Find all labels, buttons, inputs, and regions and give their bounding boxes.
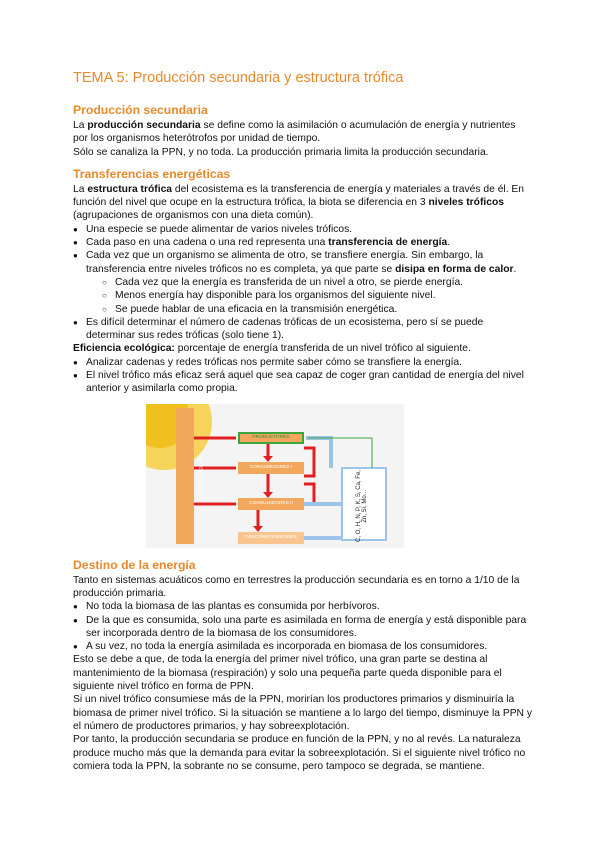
list-item: ● Una especie se puede alimentar de varios niveles tróficos.: [73, 223, 533, 236]
list-item: ● Cada vez que un organismo se alimenta de otro, se transfiere energía. Sin embargo, la transferencia entre niveles tróficos no es completa, ya que parte se disipa en forma de calor. ○ Cada vez que la energía es transferida de un nivel a otro, se pierde energía. ○ Menos energía hay disponible para los organismos del siguiente nivel. ○ Se puede hablar de una eficacia en la transmisión energética.: [73, 249, 533, 315]
sub-list-item: ○ Cada vez que la energía es transferida de un nivel a otro, se pierde energía.: [73, 276, 533, 289]
paragraph: Tanto en sistemas acuáticos como en terrestres la producción secundaria es en torno a 1/10 de la producción primaria.: [73, 574, 520, 599]
list-item: ● De la que es consumida, solo una parte es asimilada en forma de energía y está disponible para ser incorporada dentro de la biomasa de los consumidores.: [73, 614, 533, 641]
paragraph: La producción secundaria se define como la asimilación o acumulación de energía y nutrientes por los organismos heterótrofos por unidad de tiempo.: [73, 120, 516, 145]
sub-list-item: ○ Menos energía hay disponible para los organismos del siguiente nivel.: [73, 289, 533, 302]
trophic-diagram: [146, 404, 404, 548]
section-produccion-secundaria: [73, 103, 533, 159]
label-nutrients: C, O, H, N, P, K, S, Ca, Fe, Zn, Si, Mo…: [356, 469, 368, 542]
list-item: ● Cada paso en una cadena o una red representa una transferencia de energía.: [73, 236, 533, 249]
paragraph: Esto se debe a que, de toda la energía del primer nivel trófico, una gran parte se destina al mantenimiento de la biomasa (respiración) y solo una pequeña parte queda disponible para el siguiente nivel trófico en forma de PPN.: [73, 654, 502, 693]
label-side: ENERGÍA SOLAR: [199, 456, 205, 496]
page: [73, 70, 533, 781]
label-consumidores-2: CONSUMIDORES II: [249, 500, 293, 506]
list-item: ● No toda la biomasa de las plantas es consumida por herbívoros.: [73, 600, 533, 613]
energy-bar: [176, 408, 194, 544]
paragraph: Si un nivel trófico consumiese más de la PPN, morirían los productores primarios y disminuiría la biomasa de primer nivel trófico. Si la situación se mantiene a lo largo del tiempo, disminuye la PPN y el número de productores primarios, y hay sobreexplotación.: [73, 694, 533, 732]
paragraph: La estructura trófica del ecosistema es la transferencia de energía y materiales a través de él. En función del nivel que ocupe en la estructura trófica, la biota se diferencia en 3 niveles tróficos (agrupaciones de organismos con una dieta común).: [73, 183, 525, 222]
label-descomponedores: DESCOMPONEDORES: [245, 534, 297, 540]
bullet-list: [73, 600, 533, 653]
section-heading: Destino de la energía: [73, 557, 196, 572]
paragraph: Sólo se canaliza la PPN, y no toda. La producción primaria limita la producción secundaria.: [73, 146, 489, 158]
paragraph: Eficiencia ecológica: porcentaje de energía transferida de un nivel trófico al siguiente.: [73, 343, 471, 355]
label-consumidores-1: CONSUMIDORES I: [249, 464, 293, 470]
section-destino: [73, 558, 533, 773]
bullet-list: [73, 356, 533, 396]
sub-list: [73, 276, 533, 316]
paragraph: Por tanto, la producción secundaria se produce en función de la PPN, y no al revés. La naturaleza produce mucho más que la demanda para evitar la sobreexplotación. Si el siguiente nivel trófico no comiera toda la PPN, la sobrante no se consume, pero tampoco se degrada, se mantiene.: [73, 734, 526, 772]
section-heading: Transferencias energéticas: [73, 166, 231, 181]
bullet-list: [73, 223, 533, 343]
list-item: ● Analizar cadenas y redes tróficas nos permite saber cómo se transfiere la energía.: [73, 356, 533, 369]
section-transferencias: [73, 167, 533, 396]
section-heading: Producción secundaria: [73, 103, 208, 117]
label-productores: PRODUCTORES: [252, 434, 290, 440]
sub-list-item: ○ Se puede hablar de una eficacia en la transmisión energética.: [73, 303, 533, 316]
list-item: ● Es difícil determinar el número de cadenas tróficas de un ecosistema, pero sí se puede determinar sus redes tróficas (solo tiene 1).: [73, 316, 533, 343]
list-item: ● A su vez, no toda la energía asimilada es incorporada en biomasa de los consumidores.: [73, 640, 533, 653]
page-title: TEMA 5: Producción secundaria y estructura trófica: [73, 70, 404, 86]
list-item: ● El nivel trófico más eficaz será aquel que sea capaz de coger gran cantidad de energía del nivel anterior y asimilarla como propia.: [73, 369, 533, 396]
